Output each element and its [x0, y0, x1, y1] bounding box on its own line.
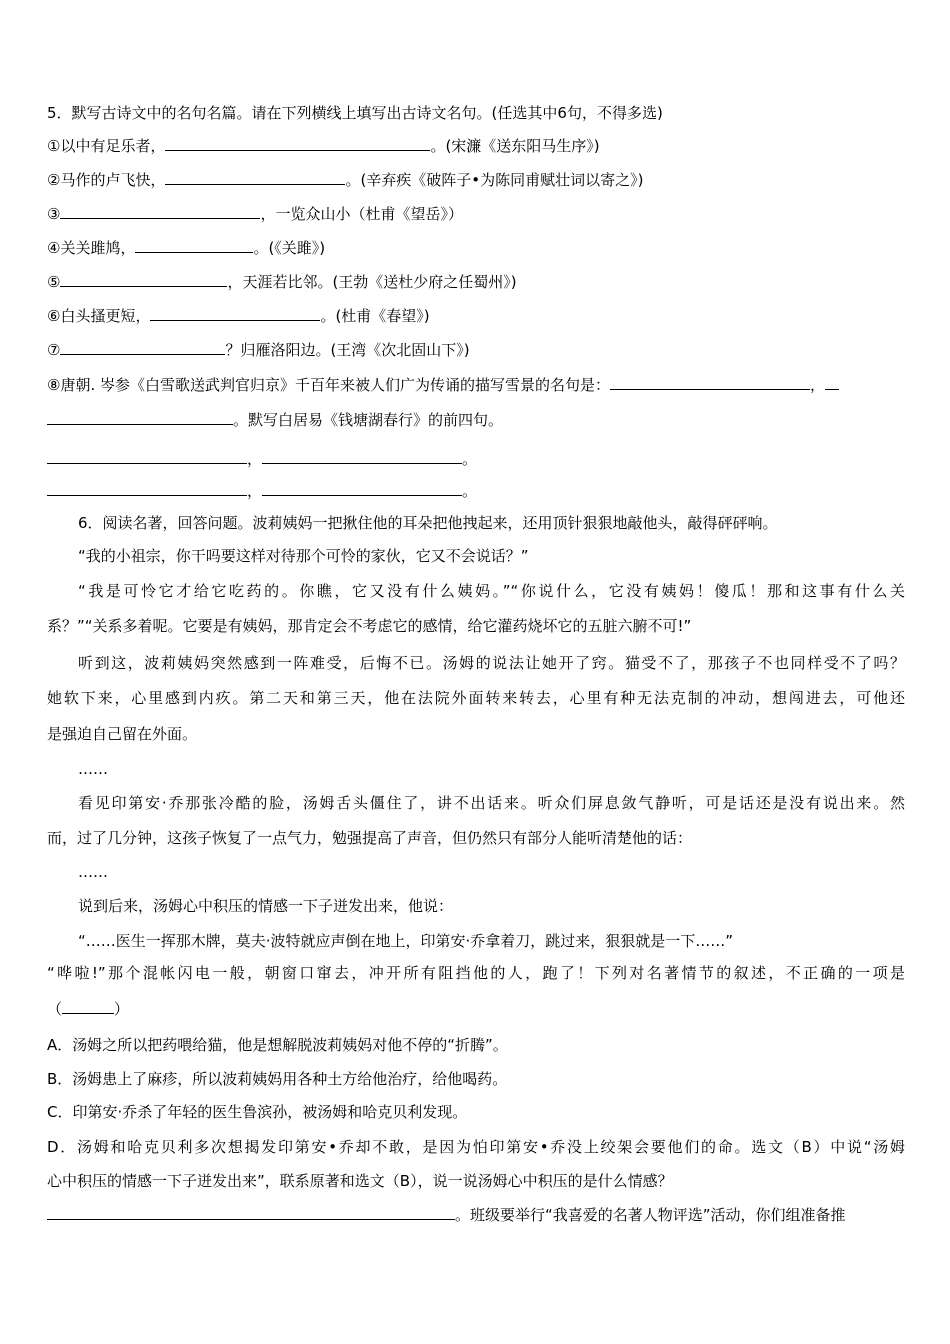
- answer-paren: [47, 999, 129, 1019]
- answer-blank[interactable]: [47, 410, 233, 425]
- answer-blank[interactable]: [610, 375, 810, 390]
- text: ，: [247, 482, 263, 500]
- text: 。默写白居易《钱塘湖春行》的前四句。: [233, 411, 504, 429]
- answer-blank[interactable]: [262, 481, 462, 496]
- q6-paragraph: “哗啦!”那个混帐闪电一般，朝窗口窜去，冲开所有阻挡他的人，跑了！下列对名著情节的叙述，不正确的一项是: [47, 964, 905, 982]
- text: ⑤: [47, 273, 61, 291]
- answer-blank[interactable]: [47, 1205, 455, 1220]
- q5-item-7: [47, 340, 470, 360]
- answer-blank[interactable]: [60, 204, 260, 219]
- q6-question-answer: [47, 1205, 846, 1225]
- answer-blank[interactable]: [62, 999, 114, 1014]
- q5-poem-line-1: [47, 449, 477, 469]
- text: 。班级要举行“我喜爱的名著人物评选”活动，你们组准备推: [455, 1206, 846, 1224]
- text: ⑧唐朝. 岑参《白雪歌送武判官归京》千百年来被人们广为传诵的描写雪景的名句是：: [47, 376, 610, 394]
- text: ①以中有足乐者，: [47, 137, 166, 155]
- option-a: A．汤姆之所以把药喂给猫，他是想解脱波莉姨妈对他不停的“折腾”。: [47, 1036, 508, 1054]
- ellipsis: ……: [78, 863, 108, 881]
- q6-paragraph: 是强迫自己留在外面。: [47, 725, 198, 743]
- text: ③: [47, 205, 61, 223]
- q5-item-8: [47, 375, 839, 395]
- text: ④关关雎鸠，: [47, 239, 136, 257]
- text: ⑦: [47, 341, 61, 359]
- text: 。: [462, 482, 478, 500]
- text: 。(杜甫《春望》): [320, 307, 430, 325]
- answer-blank[interactable]: [150, 306, 320, 321]
- answer-blank[interactable]: [135, 238, 253, 253]
- q6-paragraph: 听到这，波莉姨妈突然感到一阵难受，后悔不已。汤姆的说法让她开了窍。猫受不了，那孩子不也同样受不了吗？: [78, 654, 905, 672]
- q5-item-3: [47, 204, 463, 224]
- text: 。(宋濂《送东阳马生序》): [430, 137, 600, 155]
- q5-item-5: [47, 272, 517, 292]
- text: ②马作的卢飞快，: [47, 171, 166, 189]
- answer-blank[interactable]: [825, 375, 839, 390]
- option-c: C．印第安·乔杀了年轻的医生鲁滨孙，被汤姆和哈克贝利发现。: [47, 1103, 468, 1121]
- text: ，: [810, 376, 826, 394]
- q5-item-6: [47, 306, 430, 326]
- q6-question: 心中积压的情感一下子迸发出来”，联系原著和选文（B），说一说汤姆心中积压的是什么情感？: [47, 1172, 673, 1190]
- ellipsis: ……: [78, 760, 108, 778]
- q6-paragraph: 系？”“关系多着呢。它要是有姨妈，那肯定会不考虑它的感情，给它灌药烧坏它的五脏六腑不可!”: [47, 617, 692, 635]
- q6-title: 6．阅读名著，回答问题。波莉姨妈一把揪住他的耳朵把他拽起来，还用顶针狠狠地敲他头，敲得砰砰响。: [78, 514, 778, 532]
- text: （: [47, 1000, 63, 1018]
- q6-paragraph: 而，过了几分钟，这孩子恢复了一点气力，勉强提高了声音，但仍然只有部分人能听清楚他的话：: [47, 829, 693, 847]
- text: ？归雁洛阳边。(王湾《次北固山下》): [225, 341, 470, 359]
- q5-item-4: [47, 238, 325, 258]
- text: ，: [247, 450, 263, 468]
- q6-paragraph: “我的小祖宗，你干吗要这样对待那个可怜的家伙，它又不会说话？”: [78, 547, 529, 565]
- text: 。(《关雎》): [253, 239, 326, 257]
- answer-blank[interactable]: [60, 272, 227, 287]
- option-b: B．汤姆患上了麻疹，所以波莉姨妈用各种土方给他治疗，给他喝药。: [47, 1070, 508, 1088]
- q5-item-2: [47, 170, 644, 190]
- q5-item-8-cont: [47, 410, 503, 430]
- q5-title: 5．默写古诗文中的名句名篇。请在下列横线上填写出古诗文名句。(任选其中6句，不得多选): [47, 104, 663, 122]
- text: 。: [462, 450, 478, 468]
- text: ⑥白头搔更短，: [47, 307, 151, 325]
- q5-poem-line-2: [47, 481, 477, 501]
- answer-blank[interactable]: [47, 449, 247, 464]
- q6-paragraph: 看见印第安·乔那张冷酷的脸，汤姆舌头僵住了，讲不出话来。听众们屏息敛气静听，可是话还是没有说出来。然: [78, 794, 905, 812]
- text: 。(辛弃疾《破阵子•为陈同甫赋壮词以寄之》): [345, 171, 644, 189]
- answer-blank[interactable]: [60, 340, 225, 355]
- text: ，天涯若比邻。(王勃《送杜少府之任蜀州》): [227, 273, 517, 291]
- q6-paragraph: “……医生一挥那木牌，莫夫·波特就应声倒在地上，印第安·乔拿着刀，跳过来，狠狠就是一下……”: [78, 932, 734, 950]
- text: ）: [114, 1000, 130, 1018]
- answer-blank[interactable]: [262, 449, 462, 464]
- q5-item-1: [47, 136, 600, 156]
- q6-paragraph: 说到后来，汤姆心中积压的情感一下子迸发出来，他说：: [78, 897, 454, 915]
- answer-blank[interactable]: [165, 170, 345, 185]
- q6-paragraph: “我是可怜它才给它吃药的。你瞧，它又没有什么姨妈。”“你说什么，它没有姨妈！傻瓜！那和这事有什么关: [78, 582, 905, 600]
- q6-paragraph: 她软下来，心里感到内疚。第二天和第三天，他在法院外面转来转去，心里有种无法克制的冲动，想闯进去，可他还: [47, 689, 905, 707]
- answer-blank[interactable]: [47, 481, 247, 496]
- text: ，一览众山小（杜甫《望岳》）: [260, 205, 463, 223]
- answer-blank[interactable]: [165, 136, 430, 151]
- option-d: D．汤姆和哈克贝利多次想揭发印第安•乔却不敢，是因为怕印第安•乔没上绞架会要他们的命。选文（B）中说“汤姆: [47, 1138, 905, 1156]
